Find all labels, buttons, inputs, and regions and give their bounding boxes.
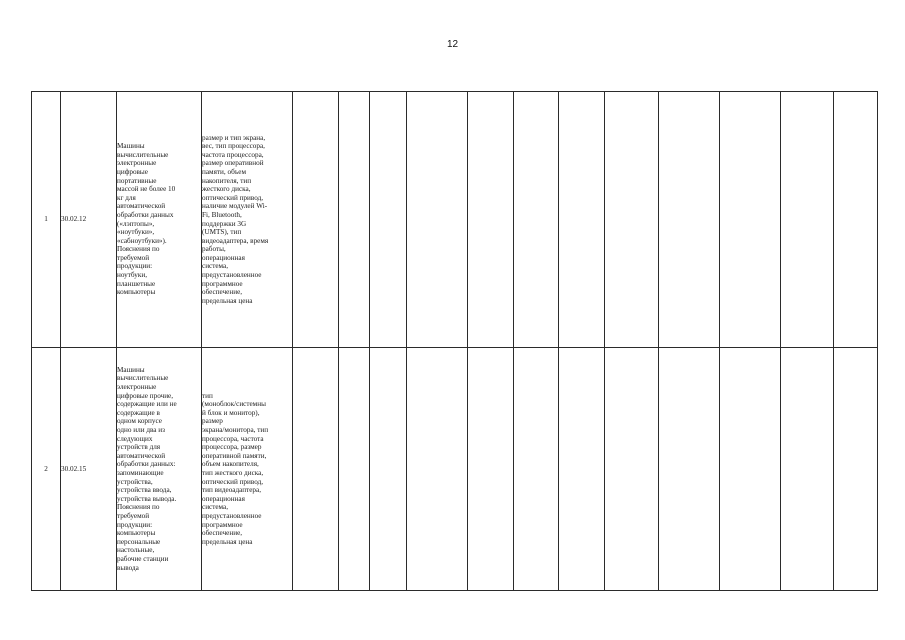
- empty-cell: [720, 92, 781, 348]
- product-name-cell: [117, 92, 202, 348]
- empty-cell: [720, 348, 781, 591]
- table-row: [32, 348, 878, 591]
- okpd-code-cell: 30.02.15: [61, 348, 117, 591]
- empty-cell: [339, 348, 370, 591]
- row-number-cell: 2: [32, 348, 61, 591]
- empty-cell: [293, 92, 339, 348]
- empty-cell: [605, 348, 659, 591]
- catalog-table: [31, 91, 878, 591]
- empty-cell: [339, 92, 370, 348]
- empty-cell: [514, 92, 559, 348]
- characteristics-text: размер и тип экрана, вес, тип процессора, частота процессора, размер оперативной памяти, объем накопителя, тип жесткого диска, оптический привод, наличие модулей Wi- Fi, Bluetooth, поддержки 3G (UMTS), тип видеоадаптера, время работы, операционная система, предустановленное программное обеспечение, предельная цена: [202, 133, 269, 305]
- characteristics-cell: [202, 92, 293, 348]
- product-name-text: Машины вычислительные электронные цифровые прочие, содержащие или не содержащие в одном корпусе одно или два из следующих устройств для автоматической обработки данных: запоминающие устройства, устройства ввода, устройства вывода. Пояснения по требуемой продукции: компьютеры персональные настольные, рабочие станции вывода: [117, 365, 177, 572]
- empty-cell: [293, 348, 339, 591]
- product-name-cell: [117, 348, 202, 591]
- empty-cell: [370, 92, 407, 348]
- row-number-cell: 1: [32, 92, 61, 348]
- empty-cell: [559, 92, 605, 348]
- empty-cell: [781, 348, 834, 591]
- empty-cell: [659, 348, 720, 591]
- product-name-text: Машины вычислительные электронные цифровые портативные массой не более 10 кг для автоматической обработки данных («лэптопы», «ноутбуки», «сабноутбуки»). Пояснения по требуемой продукции: ноутбуки, планшетные компьютеры: [117, 142, 176, 297]
- empty-cell: [605, 92, 659, 348]
- table-row: [32, 92, 878, 348]
- empty-cell: [370, 348, 407, 591]
- empty-cell: [407, 92, 468, 348]
- characteristics-cell: [202, 348, 293, 591]
- okpd-code-cell: 30.02.12: [61, 92, 117, 348]
- empty-cell: [834, 92, 878, 348]
- empty-cell: [659, 92, 720, 348]
- empty-cell: [559, 348, 605, 591]
- empty-cell: [407, 348, 468, 591]
- empty-cell: [834, 348, 878, 591]
- empty-cell: [514, 348, 559, 591]
- characteristics-text: тип (моноблок/системны й блок и монитор), размер экрана/монитора, тип процессора, частота процессора, размер оперативной памяти, объем накопителя, тип жесткого диска, оптический привод, тип видеоадаптера, операционная система, предустановленное программное обеспечение, предельная цена: [202, 391, 269, 546]
- page-number: 12: [446, 39, 459, 50]
- empty-cell: [468, 348, 514, 591]
- empty-cell: [781, 92, 834, 348]
- empty-cell: [468, 92, 514, 348]
